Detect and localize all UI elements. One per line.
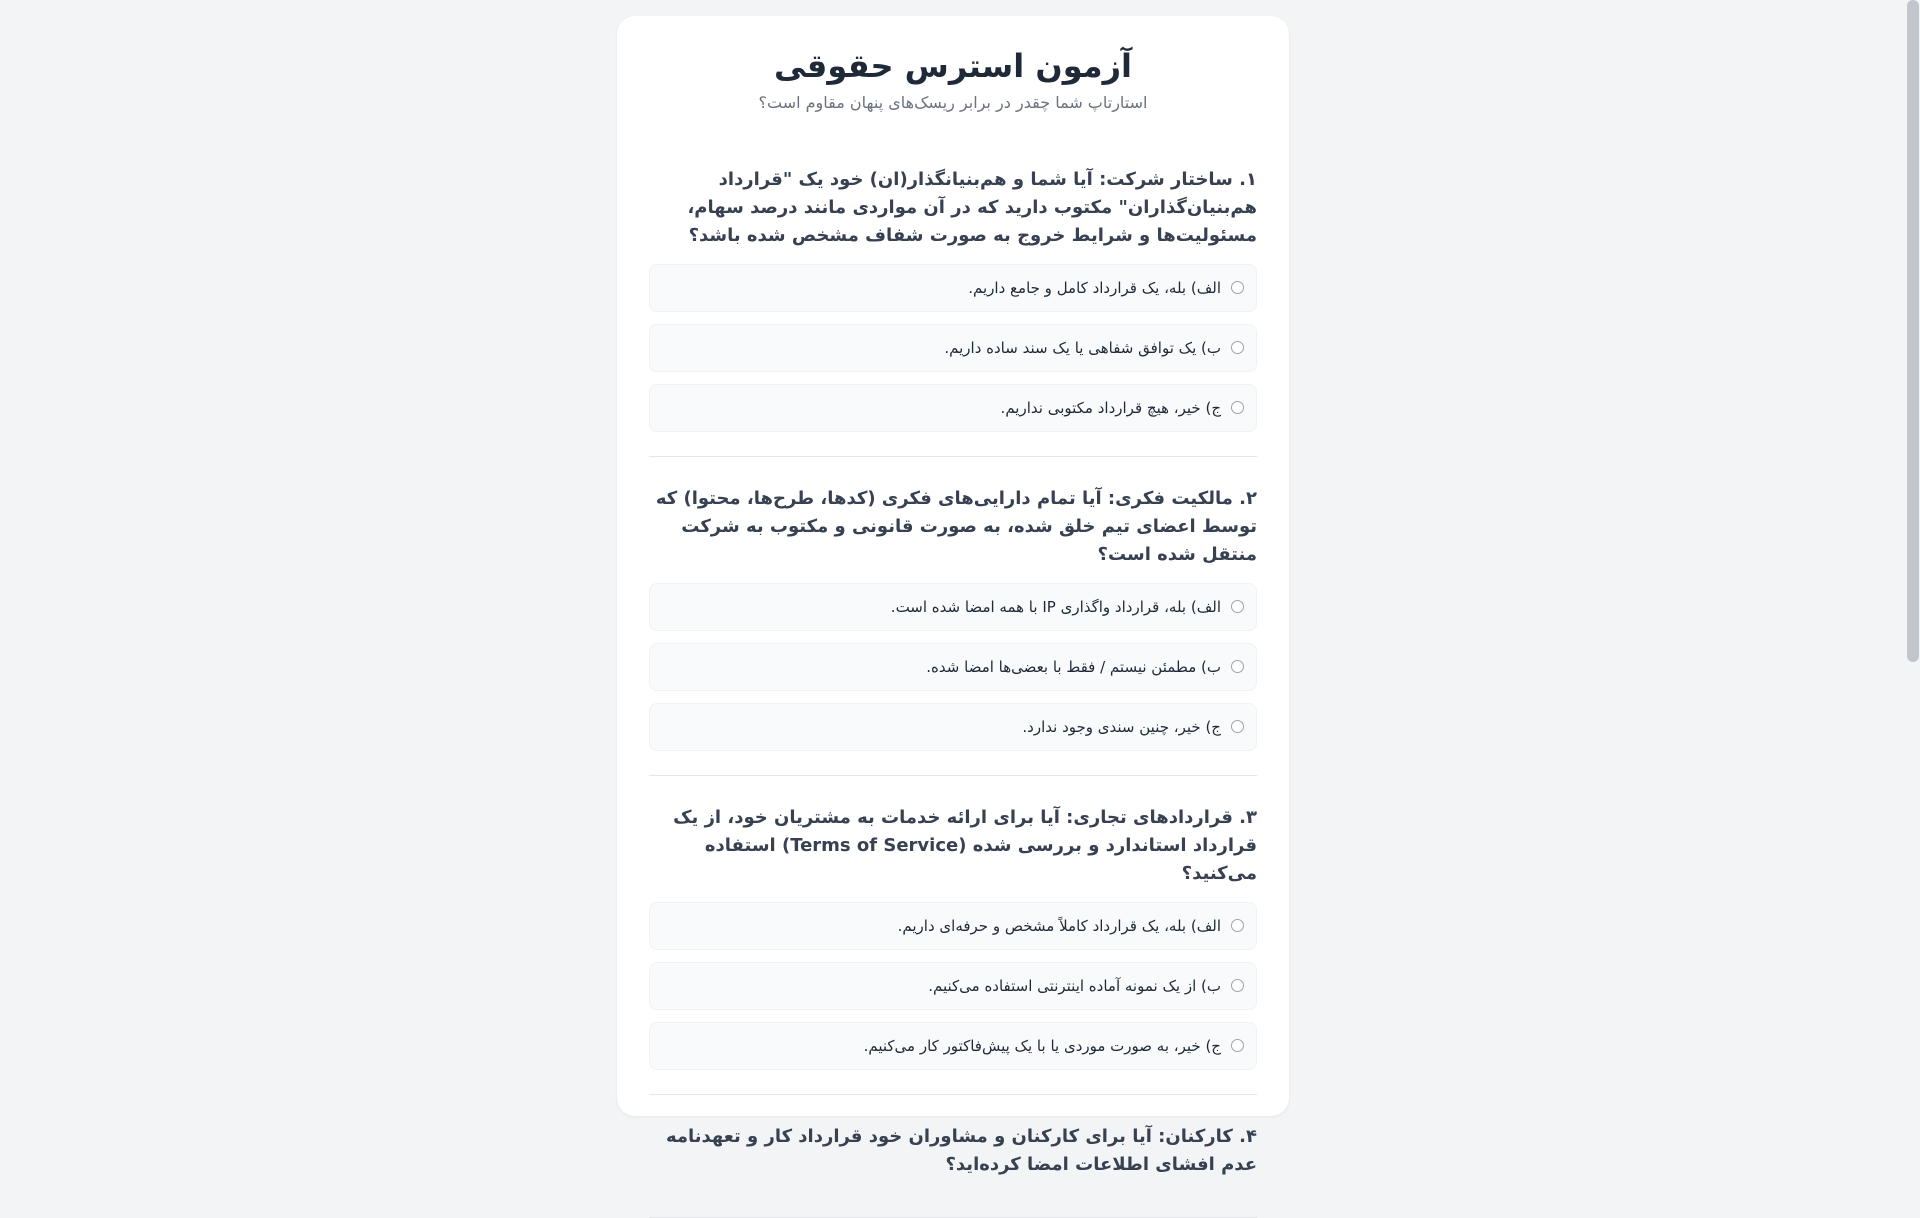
question-1 <box>649 166 1257 457</box>
question-4 <box>649 1123 1257 1218</box>
radio-button[interactable] <box>1231 341 1244 354</box>
option-label: ج) خیر، هیچ قرارداد مکتوبی نداریم. <box>1000 398 1221 417</box>
radio-button[interactable] <box>1231 979 1244 992</box>
radio-button[interactable] <box>1231 919 1244 932</box>
option-q2-a[interactable] <box>649 583 1257 631</box>
option-label: الف) بله، یک قرارداد کامل و جامع داریم. <box>968 278 1221 297</box>
quiz-card <box>617 16 1289 1175</box>
radio-button[interactable] <box>1231 660 1244 673</box>
radio-button[interactable] <box>1231 720 1244 733</box>
option-label: ب) مطمئن نیستم / فقط با بعضی‌ها امضا شده. <box>926 657 1221 676</box>
option-q2-c[interactable] <box>649 703 1257 751</box>
option-q2-b[interactable] <box>649 643 1257 691</box>
page-subtitle: استارتاپ شما چقدر در برابر ریسک‌های پنهان مقاوم است؟ <box>758 92 1148 112</box>
option-label: ب) از یک نمونه آماده اینترنتی استفاده می‌کنیم. <box>928 976 1221 995</box>
question-3 <box>649 804 1257 1095</box>
question-text: ۲. مالکیت فکری: آیا تمام دارایی‌های فکری (کدها، طرح‌ها، محتوا) که توسط اعضای تیم خلق شده، به صورت قانونی و مکتوب به شرکت منتقل شده است؟ <box>655 487 1257 565</box>
option-label: ج) خیر، به صورت موردی یا با یک پیش‌فاکتور کار می‌کنیم. <box>863 1036 1221 1055</box>
option-label: ج) خیر، چنین سندی وجود ندارد. <box>1022 717 1221 736</box>
question-2 <box>649 485 1257 776</box>
question-text: ۴. کارکنان: آیا برای کارکنان و مشاوران خود قرارداد کار و تعهدنامه عدم افشای اطلاعات امضا کرده‌اید؟ <box>665 1125 1257 1175</box>
radio-button[interactable] <box>1231 401 1244 414</box>
option-q3-a[interactable] <box>649 902 1257 950</box>
radio-button[interactable] <box>1231 600 1244 613</box>
scrollbar-thumb[interactable] <box>1907 0 1919 662</box>
option-label: الف) بله، یک قرارداد کاملاً مشخص و حرفه‌ای داریم. <box>897 916 1221 935</box>
scrollbar[interactable] <box>1906 0 1920 1080</box>
radio-button[interactable] <box>1231 1039 1244 1052</box>
option-label: ب) یک توافق شفاهی یا یک سند ساده داریم. <box>944 338 1221 357</box>
option-q1-c[interactable] <box>649 384 1257 432</box>
option-q1-a[interactable] <box>649 264 1257 312</box>
radio-button[interactable] <box>1231 281 1244 294</box>
option-q1-b[interactable] <box>649 324 1257 372</box>
option-label: الف) بله، قرارداد واگذاری IP با همه امضا شده است. <box>890 597 1221 616</box>
question-list <box>649 166 1257 1218</box>
question-text: ۱. ساختار شرکت: آیا شما و هم‌بنیانگذار(ان) خود یک "قرارداد هم‌بنیان‌گذاران" مکتوب دارید که در آن مواردی مانند درصد سهام، مسئولیت‌ها و شرایط خروج به صورت شفاف مشخص شده باشد؟ <box>687 168 1257 246</box>
page-title: آزمون استرس حقوقی <box>774 47 1132 85</box>
option-q3-c[interactable] <box>649 1022 1257 1070</box>
question-text: ۳. قراردادهای تجاری: آیا برای ارائه خدمات به مشتریان خود، از یک قرارداد استاندارد و بررسی شده (Terms of Service) استفاده می‌کنید؟ <box>673 806 1257 884</box>
option-q3-b[interactable] <box>649 962 1257 1010</box>
